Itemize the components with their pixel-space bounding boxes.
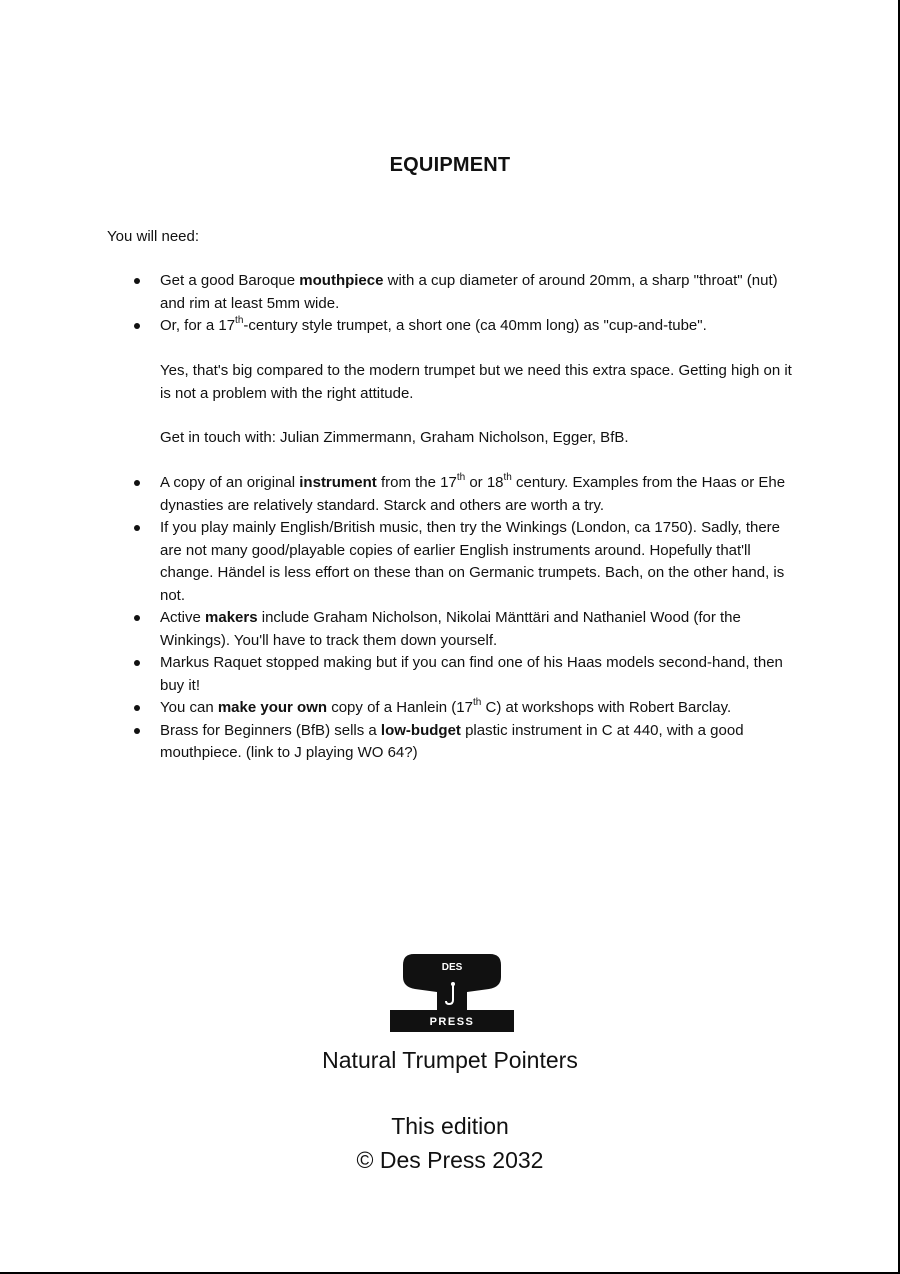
keyword-makers: makers (205, 609, 258, 626)
logo-bottom-text: PRESS (429, 1016, 475, 1028)
list-item-short-mouthpiece: Or, for a 17th-century style trumpet, a short one (ca 40mm long) as "cup-and-tube". (130, 315, 800, 338)
list-item-instrument: A copy of an original instrument from the 17th or 18th century. Examples from the Haas or Ehe dynasties are relatively standard. Starck and others are worth a try. (130, 472, 800, 517)
list-item-make-own: You can make your own copy of a Hanlein (17th C) at workshops with Robert Barclay. (130, 697, 800, 720)
bullet-list-1 (130, 270, 800, 338)
list-item-english: If you play mainly English/British music, then try the Winkings (London, ca 1750). Sadly, there are not many good/playable copies of earlier English instruments around. Hopefully that'll change. Händel is less effort on these than on Germanic trumpets. Bach, on the other hand, is not. (130, 517, 800, 607)
note-paragraph-2: Get in touch with: Julian Zimmermann, Graham Nicholson, Egger, BfB. (160, 429, 629, 446)
keyword-low-budget: low-budget (380, 721, 461, 739)
keyword-make-own: make your own (217, 699, 328, 716)
keyword-mouthpiece: mouthpiece (299, 272, 384, 289)
page-title: EQUIPMENT (389, 154, 511, 176)
intro-text: You will need: (107, 228, 200, 245)
logo-top-text: DES (441, 962, 463, 973)
des-press-logo (389, 952, 515, 1034)
keyword-instrument: instrument (299, 474, 377, 491)
bullet-list-2 (130, 472, 800, 765)
mouthpiece-section (130, 270, 800, 338)
list-item-low-budget: Brass for Beginners (BfB) sells a low-budget plastic instrument in C at 440, with a good mouthpiece. (link to J playing WO 64?) (130, 720, 800, 765)
edition-label: This edition (391, 1113, 509, 1139)
note-paragraph-1: Yes, that's big compared to the modern trumpet but we need this extra space. Getting high on it is not a problem with the right attitude. (160, 362, 792, 402)
series-title: Natural Trumpet Pointers (322, 1047, 578, 1073)
list-item-mouthpiece: Get a good Baroque mouthpiece with a cup diameter of around 20mm, a sharp "throat" (nut) and rim at least 5mm wide. (130, 270, 800, 315)
list-item-makers: Active makers include Graham Nicholson, Nikolai Mänttäri and Nathaniel Wood (for the Winkings). You'll have to track them down yourself. (130, 607, 800, 652)
copyright-notice: © Des Press 2032 (356, 1147, 544, 1173)
list-item-raquet: Markus Raquet stopped making but if you can find one of his Haas models second-hand, then buy it! (130, 652, 800, 697)
instrument-section (130, 472, 800, 765)
